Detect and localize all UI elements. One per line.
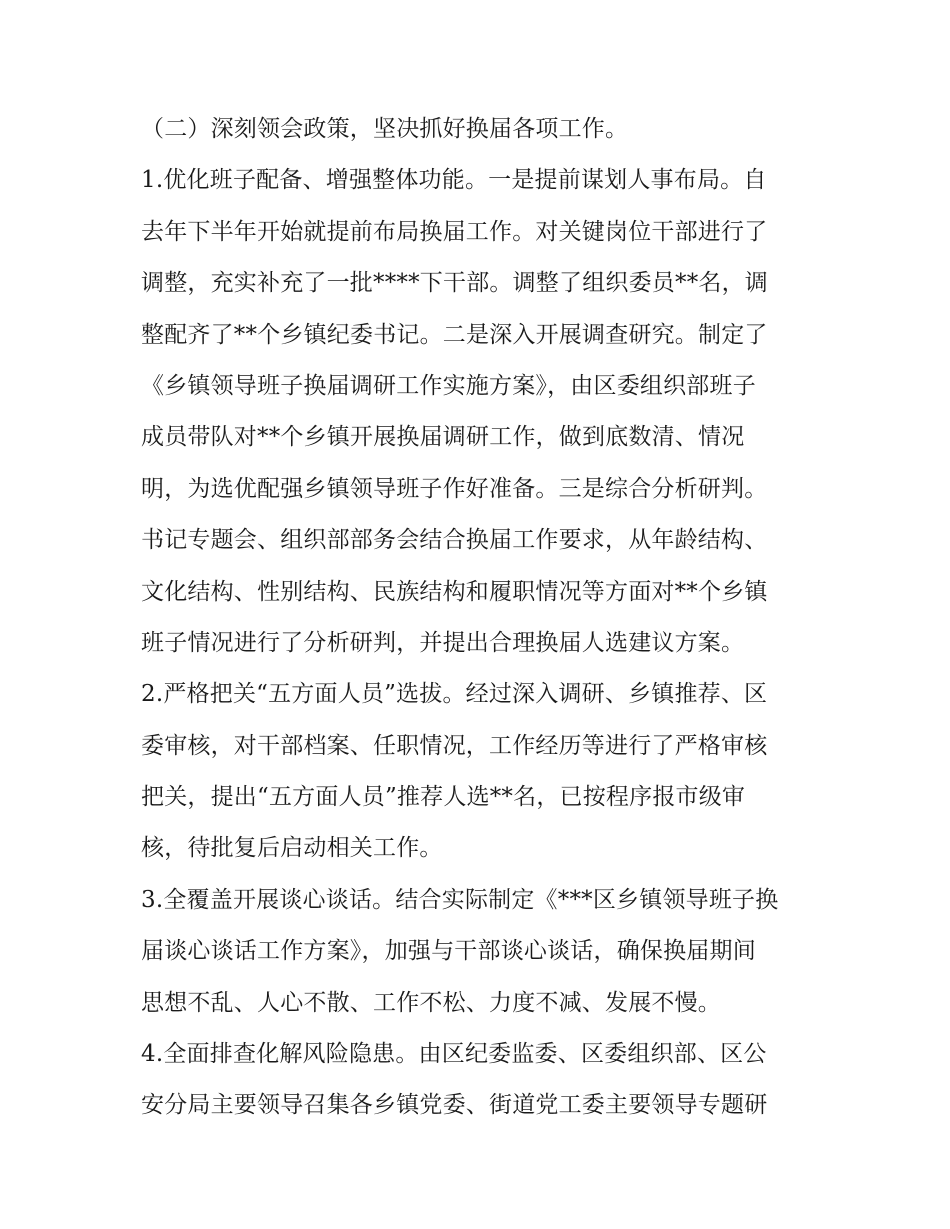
paragraph-line: 1.优化班子配备、增强整体功能。一是提前谋划人事布局。自 [141,167,767,194]
paragraph-line: 明，为选优配强乡镇领导班子作好准备。三是综合分析研判。 [141,475,768,502]
paragraph-line: 《乡镇领导班子换届调研工作实施方案》，由区委组织部班子 [141,372,756,399]
paragraph-line: 核，待批复后启动相关工作。 [141,835,443,862]
paragraph-line: 届谈心谈话工作方案》，加强与干部谈心谈话，确保换届期间 [141,938,756,965]
paragraph-line: 4.全面排查化解风险隐患。由区纪委监委、区委组织部、区公 [141,1041,767,1068]
paragraph-line: 3.全覆盖开展谈心谈话。结合实际制定《***区乡镇领导班子换 [141,886,779,913]
paragraph-line: 调整，充实补充了一批****下干部。调整了组织委员**名，调 [141,270,768,297]
paragraph-line: 思想不乱、人心不散、工作不松、力度不减、发展不慢。 [141,989,721,1016]
paragraph-line: 整配齐了**个乡镇纪委书记。二是深入开展调查研究。制定了 [141,321,768,348]
paragraph-line: 班子情况进行了分析研判，并提出合理换届人选建议方案。 [141,629,745,656]
paragraph-line: 文化结构、性别结构、民族结构和履职情况等方面对**个乡镇 [141,578,768,605]
section-heading: （二）深刻领会政策，坚决抓好换届各项工作。 [141,116,629,142]
document-body [141,104,821,1132]
paragraph-line: 书记专题会、组织部部务会结合换届工作要求，从年龄结构、 [141,527,768,554]
paragraph-line: 安分局主要领导召集各乡镇党委、街道党工委主要领导专题研 [141,1092,768,1119]
paragraph-line: 把关，提出“五方面人员”推荐人选**名，已按程序报市级审 [141,784,746,811]
paragraph-line: 2.严格把关“五方面人员”选拔。经过深入调研、乡镇推荐、区 [141,681,768,708]
paragraph-line: 委审核，对干部档案、任职情况，工作经历等进行了严格审核 [141,732,768,759]
paragraph-line: 去年下半年开始就提前布局换届工作。对关键岗位干部进行了 [141,218,768,245]
paragraph-line: 成员带队对**个乡镇开展换届调研工作，做到底数清、情况 [141,424,745,451]
